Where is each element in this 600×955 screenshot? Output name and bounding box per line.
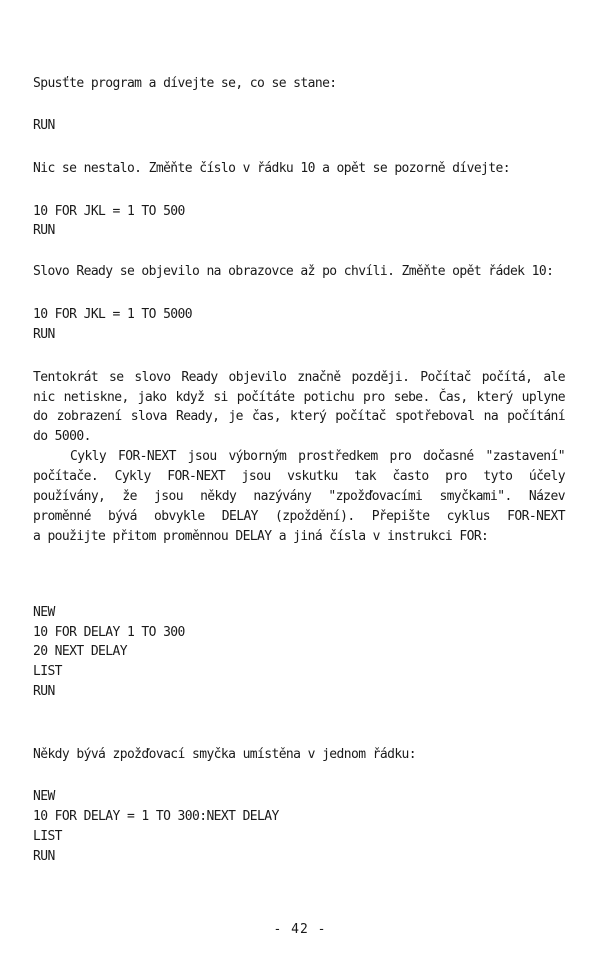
code-next-delay: 20 NEXT DELAY (33, 644, 127, 659)
code-for-jkl-5000: 10 FOR JKL = 1 TO 5000 (33, 307, 192, 322)
code-run: RUN (33, 118, 55, 133)
paragraph-line: Cykly FOR-NEXT jsou výborným prostředkem pro dočasné "zastavení" (70, 449, 565, 464)
code-run: RUN (33, 327, 55, 342)
code-new: NEW (33, 789, 55, 804)
code-list: LIST (33, 829, 62, 844)
paragraph-line: používány, že jsou někdy nazývány "zpožďovacími smyčkami". Název (33, 489, 565, 504)
code-for-next-single-line: 10 FOR DELAY = 1 TO 300:NEXT DELAY (33, 809, 279, 824)
code-run: RUN (33, 223, 55, 238)
instruction-change-line-10: Nic se nestalo. Změňte číslo v řádku 10 a opět se pozorně dívejte: (33, 161, 510, 176)
paragraph-line: počítače. Cykly FOR-NEXT jsou vskutku tak často pro tyto účely (33, 469, 565, 484)
paragraph-line: Tentokrát se slovo Ready objevilo značně později. Počítač počítá, ale (33, 370, 565, 385)
paragraph-line: proměnné bývá obvykle DELAY (zpoždění). Přepište cyklus FOR-NEXT (33, 509, 565, 524)
paragraph-line: do 5000. (33, 429, 91, 444)
paragraph-line: do zobrazení slova Ready, je čas, který počítač spotřeboval na počítání (33, 409, 565, 424)
instruction-ready-appeared: Slovo Ready se objevilo na obrazovce až po chvíli. Změňte opět řádek 10: (33, 264, 554, 279)
code-for-delay: 10 FOR DELAY 1 TO 300 (33, 625, 185, 640)
code-new: NEW (33, 605, 55, 620)
paragraph-line: nic netiskne, jako když si počítáte potichu pro sebe. Čas, který uplyne (33, 390, 565, 405)
code-run: RUN (33, 849, 55, 864)
page-number: - 42 - (273, 922, 327, 937)
paragraph-line: a použijte přitom proměnnou DELAY a jiná čísla v instrukci FOR: (33, 529, 489, 544)
instruction-one-line-loop: Někdy bývá zpožďovací smyčka umístěna v jednom řádku: (33, 747, 417, 762)
code-run: RUN (33, 684, 55, 699)
code-list: LIST (33, 664, 62, 679)
code-for-jkl-500: 10 FOR JKL = 1 TO 500 (33, 204, 185, 219)
instruction-run-program: Spusťte program a dívejte se, co se stane: (33, 76, 337, 91)
